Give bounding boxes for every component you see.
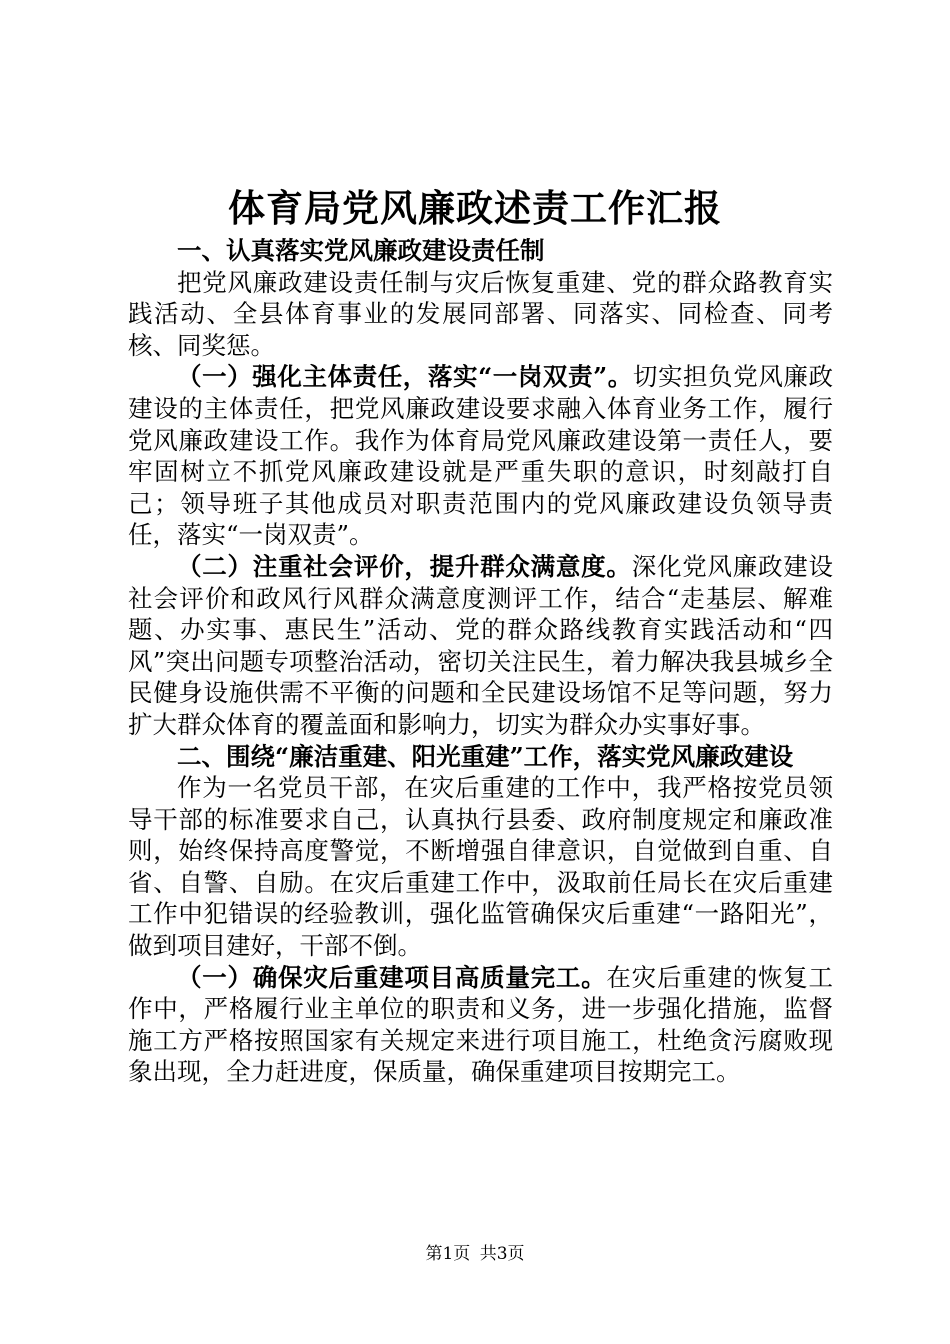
paragraph-5 bbox=[128, 962, 833, 1088]
paragraph-1 bbox=[128, 267, 833, 362]
section-heading-2: 二、围绕“廉洁重建、阳光重建”工作，落实党风廉政建设 bbox=[177, 741, 794, 771]
document-body bbox=[128, 235, 833, 1088]
page-total: 共3页 bbox=[479, 1244, 525, 1264]
paragraph-4 bbox=[128, 772, 833, 962]
paragraph-lead: （二）注重社会评价，提升群众满意度。 bbox=[177, 551, 632, 581]
paragraph-text: 在灾后重建的恢复工作中，严格履行业主单位的职责和义务，进一步强化措施，监督施工方严格按照国家有关规定来进行项目施工，杜绝贪污腐败现象出现，全力赶进度，保质量，确保重建项目按期完工。 bbox=[128, 962, 834, 1087]
page-number: 第1页 bbox=[425, 1244, 471, 1264]
paragraph-lead: （一）确保灾后重建项目高质量完工。 bbox=[177, 962, 607, 992]
paragraph-lead: （一）强化主体责任，落实“一岗双责”。 bbox=[177, 362, 633, 392]
paragraph-text: 深化党风廉政建设社会评价和政风行风群众满意度测评工作，结合“走基层、解难题、办实事、惠民生”活动、党的群众路线教育实践活动和“四风”突出问题专项整治活动，密切关注民生，着力解决我县城乡全民健身设施供需不平衡的问题和全民建设场馆不足等问题，努力扩大群众体育的覆盖面和影响力，切实为群众办实事好事。 bbox=[128, 551, 834, 739]
paragraph-2 bbox=[128, 361, 833, 551]
section-heading-1: 一、认真落实党风廉政建设责任制 bbox=[177, 236, 545, 265]
paragraph-text: 作为一名党员干部，在灾后重建的工作中，我严格按党员领导干部的标准要求自己，认真执行县委、政府制度规定和廉政准则，始终保持高度警觉，不断增强自律意识，自觉做到自重、自省、自警、自励。在灾后重建工作中，汲取前任局长在灾后重建工作中犯错误的经验教训，强化监管确保灾后重建“一路阳光”，做到项目建好，干部不倒。 bbox=[128, 773, 833, 961]
paragraph-text: 切实担负党风廉政建设的主体责任，把党风廉政建设要求融入体育业务工作，履行党风廉政建设工作。我作为体育局党风廉政建设第一责任人，要牢固树立不抓党风廉政建设就是严重失职的意识，时刻敲打自己；领导班子其他成员对职责范围内的党风廉政建设负领导责任，落实“一岗双责”。 bbox=[128, 362, 833, 550]
paragraph-text: 把党风廉政建设责任制与灾后恢复重建、党的群众路教育实践活动、全县体育事业的发展同部署、同落实、同检查、同考核、同奖惩。 bbox=[128, 267, 833, 360]
page-footer bbox=[0, 1242, 950, 1266]
document-title: 体育局党风廉政述责工作汇报 bbox=[228, 186, 722, 230]
paragraph-3 bbox=[128, 551, 833, 741]
